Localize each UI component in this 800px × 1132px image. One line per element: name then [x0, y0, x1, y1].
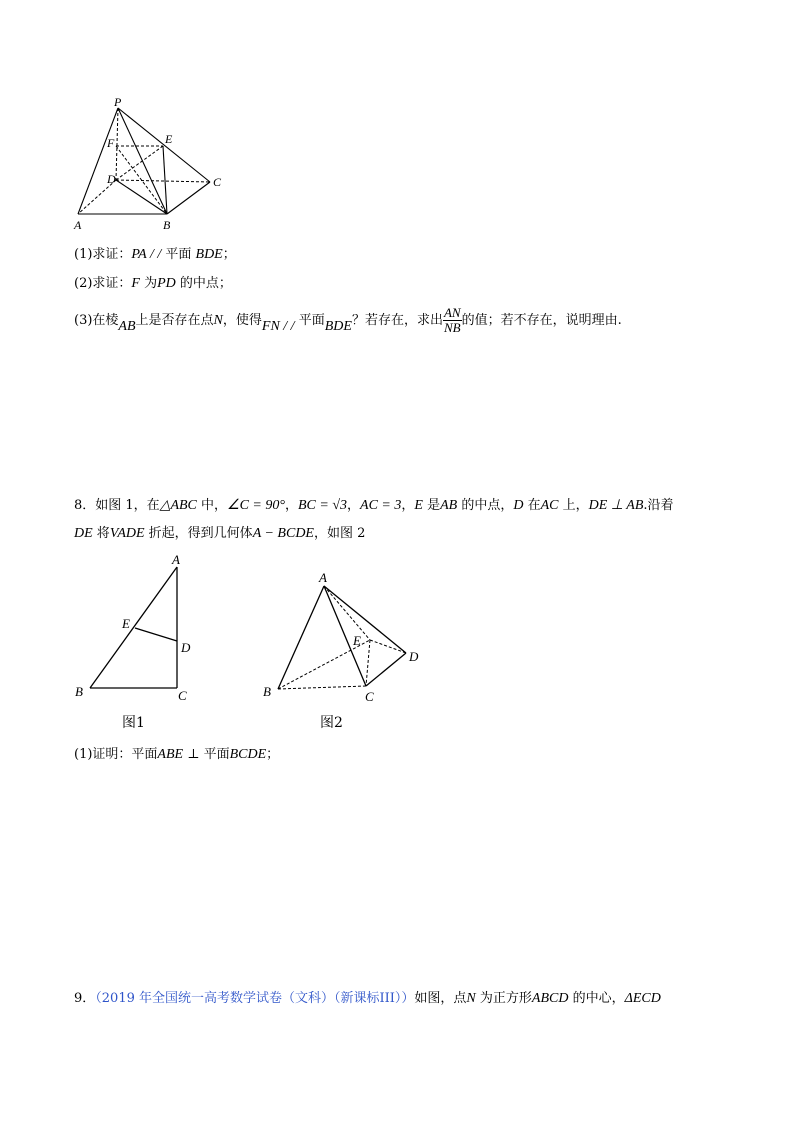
label-b: B: [163, 218, 171, 232]
label-d: D: [107, 172, 116, 186]
fig2-caption: 图2: [320, 715, 343, 731]
fig1-label-c: C: [178, 688, 187, 703]
fig1-label-a: A: [172, 552, 180, 567]
q7-part1: (1)求证：PA / / 平面 BDE；: [74, 247, 236, 262]
q8-line1: 8．如图 1，在△ABC 中，∠C = 90°，BC = √3，AC = 3，E 是AB 的中点，D 在AC 上，DE ⊥ AB.沿着: [74, 498, 674, 513]
q8-line2: DE 将VADE 折起，得到几何体A − BCDE，如图 2: [74, 526, 366, 541]
pyramid-figure: [70, 96, 230, 236]
fig2-label-c: C: [365, 689, 374, 704]
fig1-caption: 图1: [122, 715, 145, 731]
q8-part1: (1)证明：平面ABE ⊥ 平面BCDE；: [74, 747, 280, 762]
label-f: F: [107, 136, 115, 150]
fig1-label-d: D: [181, 640, 191, 655]
fig1-label-e: E: [122, 616, 130, 631]
fig2-label-b: B: [263, 684, 271, 699]
fig2-label-d: D: [409, 649, 419, 664]
fig2-label-e: E: [353, 633, 361, 648]
q7-part2: (2)求证：F 为PD 的中点；: [74, 276, 232, 291]
q9-line: 9．（2019 年全国统一高考数学试卷（文科）（新课标III））如图，点N 为正方形ABCD 的中心，ΔECD: [74, 991, 661, 1006]
q9-source-link[interactable]: （2019 年全国统一高考数学试卷（文科）（新课标III））: [95, 991, 415, 1006]
label-e: E: [165, 132, 173, 146]
label-c: C: [213, 175, 222, 189]
fraction-an-nb: $\frac{AN}{NB}$: [443, 305, 461, 335]
label-p: P: [114, 96, 122, 109]
label-a: A: [74, 218, 82, 232]
fig2-label-a: A: [319, 570, 327, 585]
pyramid-figure-2: [258, 565, 428, 710]
triangle-figure-1: [70, 550, 210, 705]
fig1-label-b: B: [75, 684, 83, 699]
q7-part3: (3)在棱AB上是否存在点N，使得FN / / 平面BDE？若存在，求出 $\frac{AN}{NB}$ 的值；若不存在，说明理由.: [74, 305, 622, 335]
